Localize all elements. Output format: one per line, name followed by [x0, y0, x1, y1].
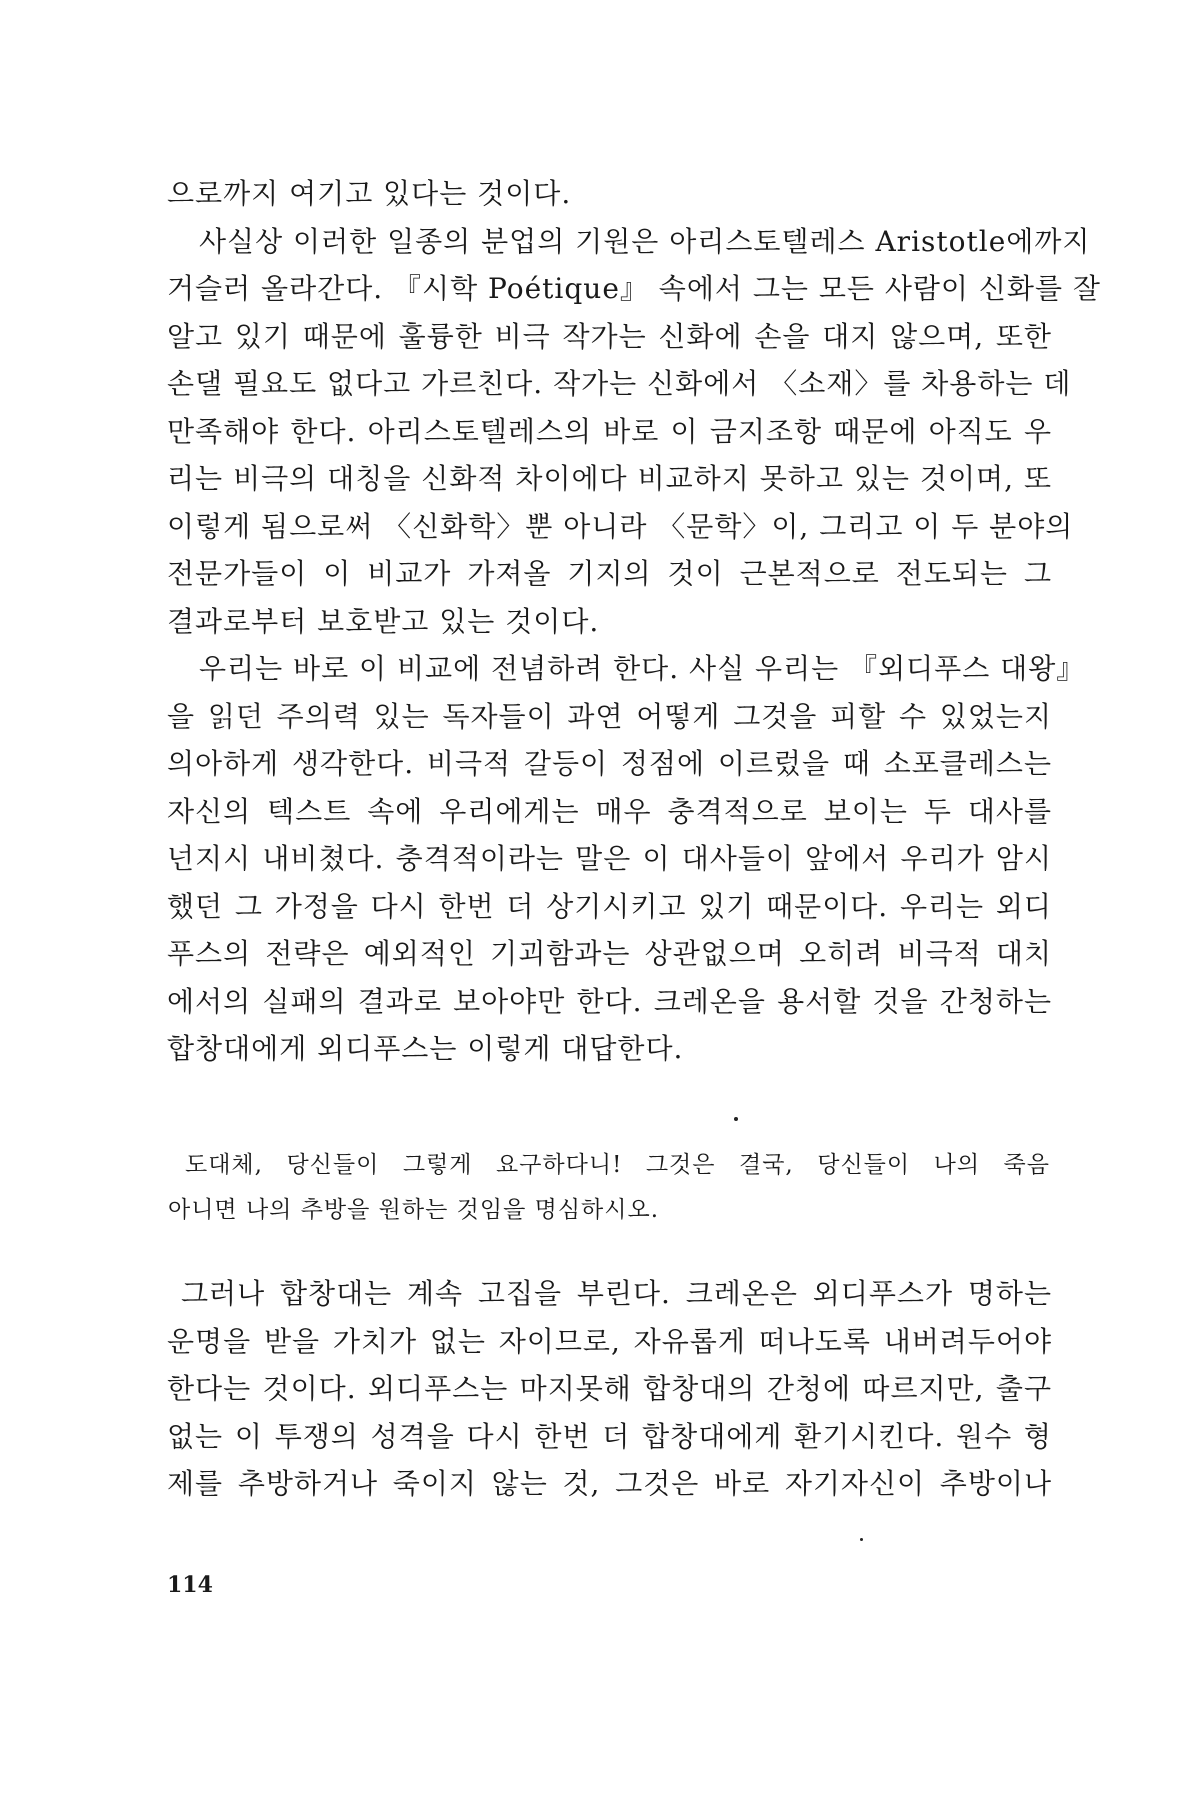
text-line: 이렇게 됨으로써 〈신화학〉뿐 아니라 〈문학〉이, 그리고 이 두 분야의: [167, 509, 1074, 543]
text-line: 손댈 필요도 없다고 가르친다. 작가는 신화에서 〈소재〉를 차용하는 데: [167, 367, 1072, 400]
quote-line: 도대체, 당신들이 그렇게 요구하다니! 그것은 결국, 당신들이 나의 죽음: [185, 1152, 1050, 1178]
text-line: 사실상 이러한 일종의 분업의 기원은 아리스토텔레스 Aristotle에까지: [199, 224, 1091, 258]
page-number: 114: [167, 1572, 213, 1598]
text-line: 에서의 실패의 결과로 보아야만 한다. 크레온을 용서할 것을 간청하는: [167, 984, 1052, 1018]
text-line: 운명을 받을 가치가 없는 자이므로, 자유롭게 떠나도록 내버려두어야: [167, 1324, 1052, 1358]
text-line: 합창대에게 외디푸스는 이렇게 대답한다.: [167, 1032, 684, 1065]
text-line: 으로까지 여기고 있다는 것이다.: [167, 177, 572, 210]
block-quote: [168, 1143, 1050, 1233]
text-line: 만족해야 한다. 아리스토텔레스의 바로 이 금지조항 때문에 아직도 우: [167, 414, 1052, 448]
text-line: 제를 추방하거나 죽이지 않는 것, 그것은 바로 자기자신이 추방이나: [167, 1467, 1052, 1500]
main-text-top: [167, 170, 1101, 1073]
text-line: 의아하게 생각한다. 비극적 갈등이 정점에 이르렀을 때 소포클레스는: [167, 747, 1052, 780]
text-line: 전문가들이 이 비교가 가져올 기지의 것이 근본적으로 전도되는 그: [167, 557, 1052, 590]
text-line: 을 읽던 주의력 있는 독자들이 과연 어떻게 그것을 피할 수 있었는지: [167, 699, 1052, 733]
text-line: 없는 이 투쟁의 성격을 다시 한번 더 합창대에게 환기시킨다. 원수 형: [167, 1419, 1052, 1453]
main-text-bottom: [167, 1270, 1052, 1508]
text-line: 한다는 것이다. 외디푸스는 마지못해 합창대의 간청에 따르지만, 출구: [167, 1372, 1052, 1405]
print-speck: [860, 1538, 863, 1541]
text-line: 했던 그 가정을 다시 한번 더 상기시키고 있기 때문이다. 우리는 외디: [167, 889, 1052, 923]
text-line: 우리는 바로 이 비교에 전념하려 한다. 사실 우리는 『외디푸스 대왕』: [199, 652, 1086, 685]
text-line: 거슬러 올라간다. 『시학 Poétique』 속에서 그는 모든 사람이 신화를 잘: [167, 272, 1101, 305]
text-line: 넌지시 내비쳤다. 충격적이라는 말은 이 대사들이 앞에서 우리가 암시: [167, 842, 1052, 875]
text-line: 알고 있기 때문에 훌륭한 비극 작가는 신화에 손을 대지 않으며, 또한: [167, 319, 1052, 353]
text-line: 리는 비극의 대칭을 신화적 차이에다 비교하지 못하고 있는 것이며, 또: [167, 462, 1052, 495]
text-line: 푸스의 전략은 예외적인 기괴함과는 상관없으며 오히려 비극적 대치: [167, 937, 1052, 970]
print-speck: [734, 1117, 738, 1121]
text-line: 결과로부터 보호받고 있는 것이다.: [167, 604, 600, 638]
quote-line: 아니면 나의 추방을 원하는 것임을 명심하시오.: [168, 1197, 660, 1223]
text-line: 그러나 합창대는 계속 고집을 부린다. 크레온은 외디푸스가 명하는: [181, 1277, 1052, 1310]
text-line: 자신의 텍스트 속에 우리에게는 매우 충격적으로 보이는 두 대사를: [167, 794, 1052, 828]
